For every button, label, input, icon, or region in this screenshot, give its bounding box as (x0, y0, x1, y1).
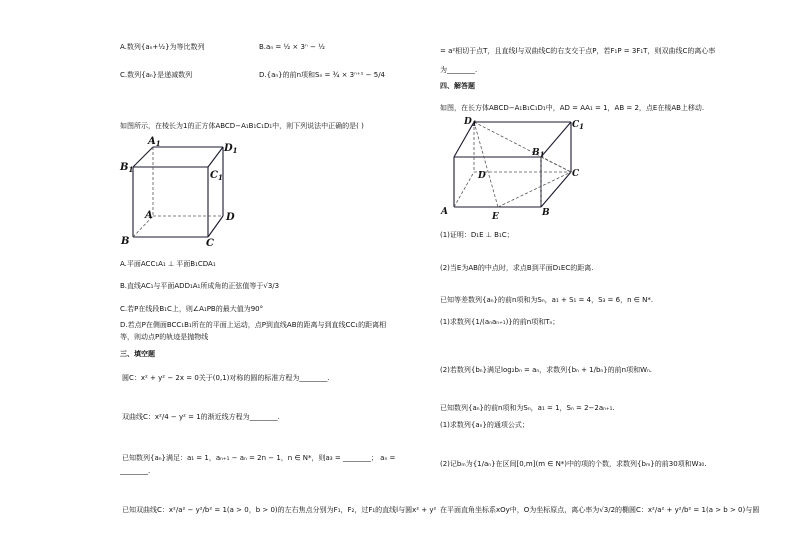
solve-question-1-stem: 如图，在长方体ABCD−A₁B₁C₁D₁中，AD = AA₁ = 1，AB = 2，点E在棱AB上移动. (440, 104, 705, 112)
label-c1: $C_1$ (210, 170, 223, 182)
right-column (438, 0, 760, 560)
label-c: C (206, 238, 214, 249)
solve-question-3-stem: 已知数列{aₙ}的前n项和为Sₙ，a₁ = 1，Sₙ = 2−2aₙ₊₁. (440, 404, 615, 412)
cube-question-stem: 如图所示，在棱长为1的正方体ABCD−A₁B₁C₁D₁中，则下列说法中正确的是( ) (120, 122, 364, 130)
fill-question-2: 双曲线C：x²/4 − y² = 1的渐近线方程为________. (122, 413, 280, 421)
label-d: D (226, 212, 235, 223)
fill-question-4: 已知双曲线C：x²/a² − y²/b² = 1(a > 0，b > 0)的左右焦点分别为F₁，F₂，过F₁的直线l与圆x² + y² (122, 506, 437, 514)
cube-option-d-line1: D.若点P在侧面BCC₁B₁所在的平面上运动，点P到直线AB的距离与到直线CC₁的距离相 (120, 321, 387, 329)
cuboid-figure (438, 112, 588, 222)
cube-option-c: C.若P在线段B₁C上，则∠A₁PB的最大值为90° (120, 305, 264, 313)
solve-question-2-part2: (2)若数列{bₙ}满足log₂bₙ = aₙ，求数列{bₙ + 1/bₙ}的前n项和Wₙ. (440, 366, 653, 374)
option-d-top: D.{aₙ}的前n项和Sₙ = ¾ × 3ⁿ⁺¹ − 5/4 (259, 71, 386, 79)
cube-option-a: A.平面ACC₁A₁ ⊥ 平面B₁CDA₁ (120, 260, 216, 268)
cube-option-d-line2: 等，则动点P的轨迹是抛物线 (120, 333, 209, 341)
cube-figure (118, 134, 248, 252)
solve-question-2-part1: (1)求数列{1/(aₙaₙ₊₁)}的前n项和Tₙ； (440, 318, 560, 326)
section-fill-in-heading: 三、填空题 (120, 350, 155, 358)
option-a-top: A.数列{aₙ+½}为等比数列 (120, 43, 205, 51)
box-label-b: B (542, 208, 550, 218)
fill-question-4-cont-line2: 为________. (440, 66, 478, 74)
box-label-c: C (572, 169, 580, 179)
solve-question-3-part1: (1)求数列{aₙ}的通项公式； (440, 421, 529, 429)
label-b: B (121, 236, 130, 247)
option-c-top: C.数列{aₙ}是递减数列 (120, 71, 193, 79)
label-d1: $D_1$ (224, 143, 238, 155)
box-label-c1: $C_1$ (572, 120, 585, 131)
label-b1: $B_1$ (120, 162, 134, 174)
label-a: A (145, 210, 153, 221)
fill-question-3-line2: ________. (120, 467, 151, 475)
option-b-top: B.aₙ = ½ × 3ⁿ − ½ (259, 43, 325, 51)
box-label-d: D (478, 171, 486, 181)
fill-question-1: 圆C：x² + y² − 2x = 0关于(0,1)对称的圆的标准方程为________. (122, 374, 330, 382)
solve-question-1-part1: (1)证明：D₁E ⊥ B₁C； (440, 231, 514, 239)
section-solve-heading: 四、解答题 (440, 82, 475, 90)
fill-question-4-cont-line1: = a²相切于点T，且直线l与双曲线C的右支交于点P，若F₁P = 3F₁T，则双曲线C的离心率 (440, 47, 716, 55)
cube-option-b: B.直线AC₁与平面ADD₁A₁所成角的正弦值等于√3/3 (120, 282, 280, 290)
solve-question-3-part2: (2)记bₘ为{1/aₙ}在区间[0,m](m ∈ N*)中的项的个数，求数列{bₘ}的前30项和W₃₀. (440, 460, 707, 468)
solve-question-4-stem: 在平面直角坐标系xOy中，O为坐标原点，离心率为√3/2的椭圆C：x²/a² + y²/b² = 1(a > b > 0)与圆 (440, 506, 760, 514)
solve-question-2-stem: 已知等差数列{aₙ}的前n项和为Sₙ，a₁ + S₁ = 4，S₃ = 6，n ∈ N*. (440, 296, 654, 304)
fill-question-3-line1: 已知数列{aₙ}满足：a₁ = 1，aₙ₊₁ − aₙ = 2n − 1，n ∈ N*，则a₃ = ________； aₙ = (122, 454, 396, 462)
label-a1: $A_1$ (148, 136, 161, 148)
solve-question-1-part2: (2)当E为AB的中点时，求点B到平面D₁EC的距离. (440, 264, 594, 272)
box-label-d1: $D_1$ (464, 117, 477, 128)
box-label-e: E (492, 212, 499, 222)
box-label-b1: $B_1$ (532, 148, 545, 159)
box-label-a: A (441, 207, 448, 217)
left-column (112, 0, 437, 560)
